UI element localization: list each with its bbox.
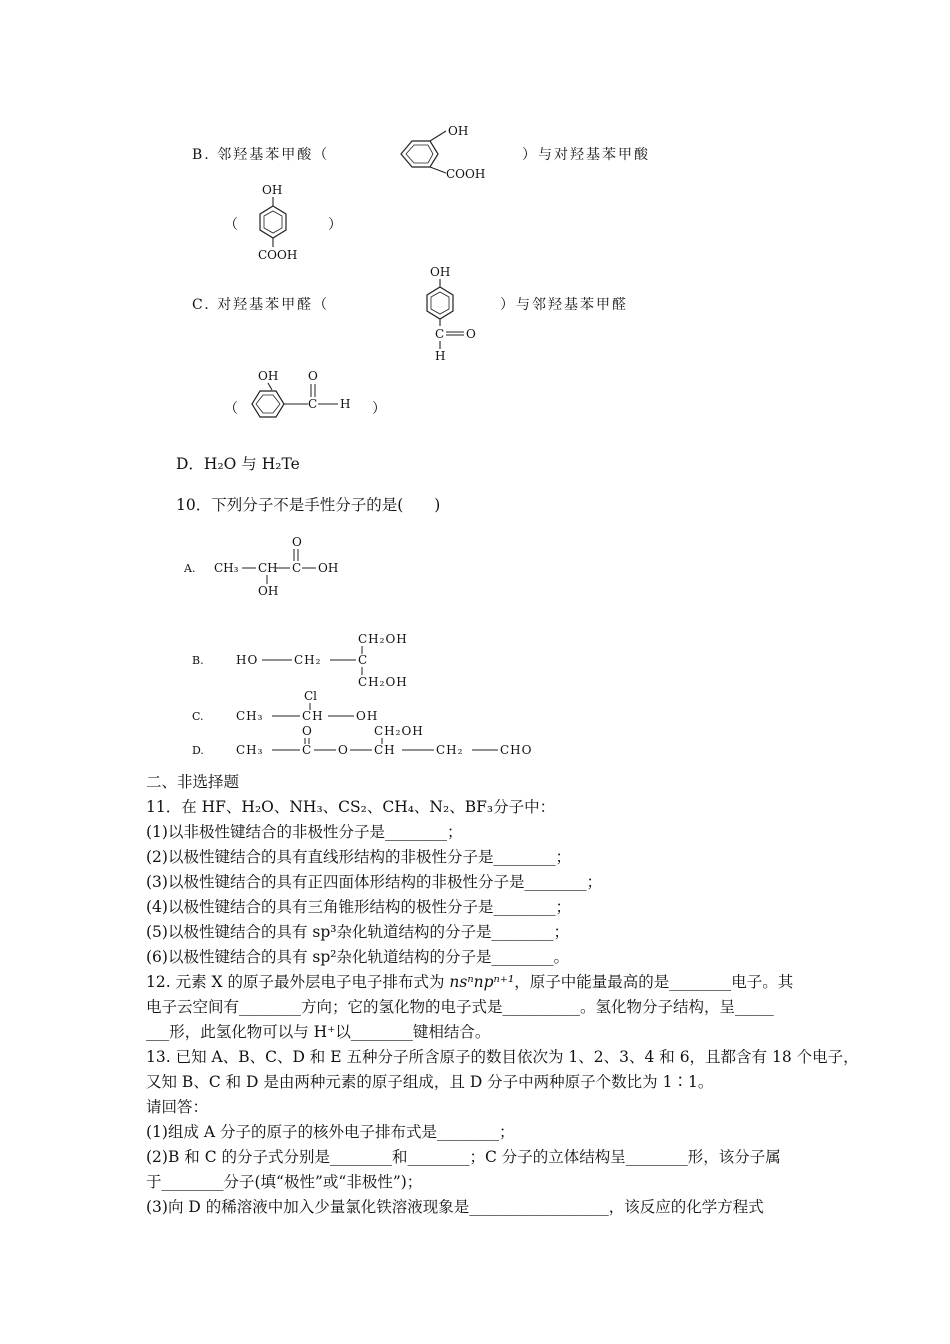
- hydrogen-label: H: [340, 397, 351, 411]
- ch2oh-bottom: CH₂OH: [358, 675, 408, 689]
- oxygen-label: O: [466, 327, 476, 341]
- oh-label: OH: [448, 124, 469, 138]
- central-carbon: C: [358, 653, 368, 667]
- ch2-group: CH₂: [294, 653, 322, 667]
- q9-option-b-para-open: （: [224, 217, 240, 233]
- q13-line-3: 请回答：: [146, 1098, 209, 1116]
- ester-oxygen: O: [338, 743, 348, 757]
- q10-option-d-ester: [190, 722, 560, 762]
- option-label: A.: [184, 562, 196, 575]
- q9-option-c-middle: ）与邻羟基苯甲醛: [500, 297, 628, 313]
- q11-item-3: (3)以极性键结合的具有正四面体形结构的非极性分子是________；: [146, 873, 602, 891]
- cho-group: CHO: [500, 743, 533, 757]
- ch2oh-group: CH₂OH: [374, 724, 424, 738]
- section-heading: 二、非选择题: [146, 773, 240, 791]
- q13-line-4: (1)组成 A 分子的原子的核外电子排布式是________；: [146, 1123, 515, 1141]
- para-hydroxybenzaldehyde-structure: [410, 260, 500, 370]
- oh-group: OH: [356, 709, 379, 723]
- hydrogen-label: H: [435, 349, 446, 363]
- q10-option-a-lactic-acid: [180, 534, 370, 604]
- carbon-label: C: [308, 397, 318, 411]
- q10-option-b-glycerol-derivative: [190, 630, 440, 692]
- oh-label: OH: [258, 369, 279, 383]
- oxygen-label: O: [308, 369, 318, 383]
- q10-stem: 10．下列分子不是手性分子的是( ): [176, 496, 441, 514]
- q13-line-5: (2)B 和 C 的分子式分别是________和________；C 分子的立体结构呈________形，该分子属: [146, 1148, 781, 1166]
- q12-text-a: 12. 元素 X 的原子最外层电子电子排布式为: [146, 973, 450, 991]
- carbon-atom: C: [292, 561, 302, 575]
- q13-line-7: (3)向 D 的稀溶液中加入少量氯化铁溶液现象是__________________，该反应的化学方程式: [146, 1198, 764, 1216]
- q12-formula: nsⁿnpⁿ⁺¹: [449, 973, 515, 991]
- q11-item-1: (1)以非极性键结合的非极性分子是________；: [146, 823, 463, 841]
- oh-group: OH: [318, 561, 339, 575]
- carbon-label: C: [435, 327, 445, 341]
- q9-option-b-para-close: ）: [328, 217, 344, 233]
- para-hydroxybenzoic-acid-structure: [240, 178, 330, 268]
- q11-item-5: (5)以极性键结合的具有 sp³杂化轨道结构的分子是________；: [146, 923, 569, 941]
- q9-option-c-prefix: C. 对羟基苯甲醛（: [192, 297, 330, 313]
- ho-group: HO: [236, 653, 259, 667]
- q9-option-c-ortho-close: ）: [372, 401, 388, 417]
- ch-group: CH: [302, 709, 324, 723]
- q9-option-d: D．H₂O 与 H₂Te: [176, 455, 300, 473]
- cooh-label: COOH: [258, 248, 298, 262]
- oh-label: OH: [262, 183, 283, 197]
- q11-stem: 11．在 HF、H₂O、NH₃、CS₂、CH₄、N₂、BF₃分子中：: [146, 798, 556, 816]
- q13-line-1: 13. 已知 A、B、C、D 和 E 五种分子所含原子的数目依次为 1、2、3、4 和 6，且都含有 18 个电子，: [146, 1048, 859, 1066]
- ch3-group: CH₃: [214, 561, 239, 575]
- ch3-group: CH₃: [236, 743, 264, 757]
- cooh-label: COOH: [446, 167, 486, 181]
- q12-line-1: [146, 970, 793, 992]
- q9-option-b-middle: ）与对羟基苯甲酸: [522, 147, 650, 163]
- q11-item-2: (2)以极性键结合的具有直线形结构的非极性分子是________；: [146, 848, 571, 866]
- q11-item-4: (4)以极性键结合的具有三角锥形结构的极性分子是________；: [146, 898, 571, 916]
- oh-sub-group: OH: [258, 584, 279, 598]
- oh-label: OH: [430, 265, 451, 279]
- ch-group: CH: [258, 561, 278, 575]
- chlorine-atom: Cl: [304, 689, 318, 703]
- option-label: B.: [192, 654, 204, 667]
- q12-line-2: 电子云空间有________方向；它的氢化物的电子式是__________。氢化物分子结构，呈_____: [146, 998, 774, 1016]
- q13-line-2: 又知 B、C 和 D 是由两种元素的原子组成，且 D 分子中两种原子个数比为 1∶1。: [146, 1073, 714, 1091]
- q9-option-c-ortho-open: （: [224, 401, 240, 417]
- ch2oh-top: CH₂OH: [358, 632, 408, 646]
- ortho-hydroxybenzaldehyde-structure: [238, 364, 374, 424]
- q12-line-3: ___形，此氢化物可以与 H⁺以________键相结合。: [146, 1023, 491, 1041]
- ch2-group: CH₂: [436, 743, 464, 757]
- q9-option-b-prefix: B. 邻羟基苯甲酸（: [192, 147, 330, 163]
- q11-item-6: (6)以极性键结合的具有 sp²杂化轨道结构的分子是________。: [146, 948, 569, 966]
- ortho-hydroxybenzoic-acid-structure: [388, 118, 518, 188]
- q12-text-b: ，原子中能量最高的是________电子。其: [514, 973, 794, 991]
- option-label: D.: [192, 744, 204, 757]
- q13-line-6: 于________分子(填“极性”或“非极性”)；: [146, 1173, 423, 1191]
- carbonyl-carbon: C: [302, 743, 312, 757]
- ch3-group: CH₃: [236, 709, 264, 723]
- carbonyl-oxygen: O: [302, 724, 312, 738]
- option-label: C.: [192, 710, 204, 723]
- ch-group: CH: [374, 743, 396, 757]
- carbonyl-oxygen: O: [292, 535, 302, 549]
